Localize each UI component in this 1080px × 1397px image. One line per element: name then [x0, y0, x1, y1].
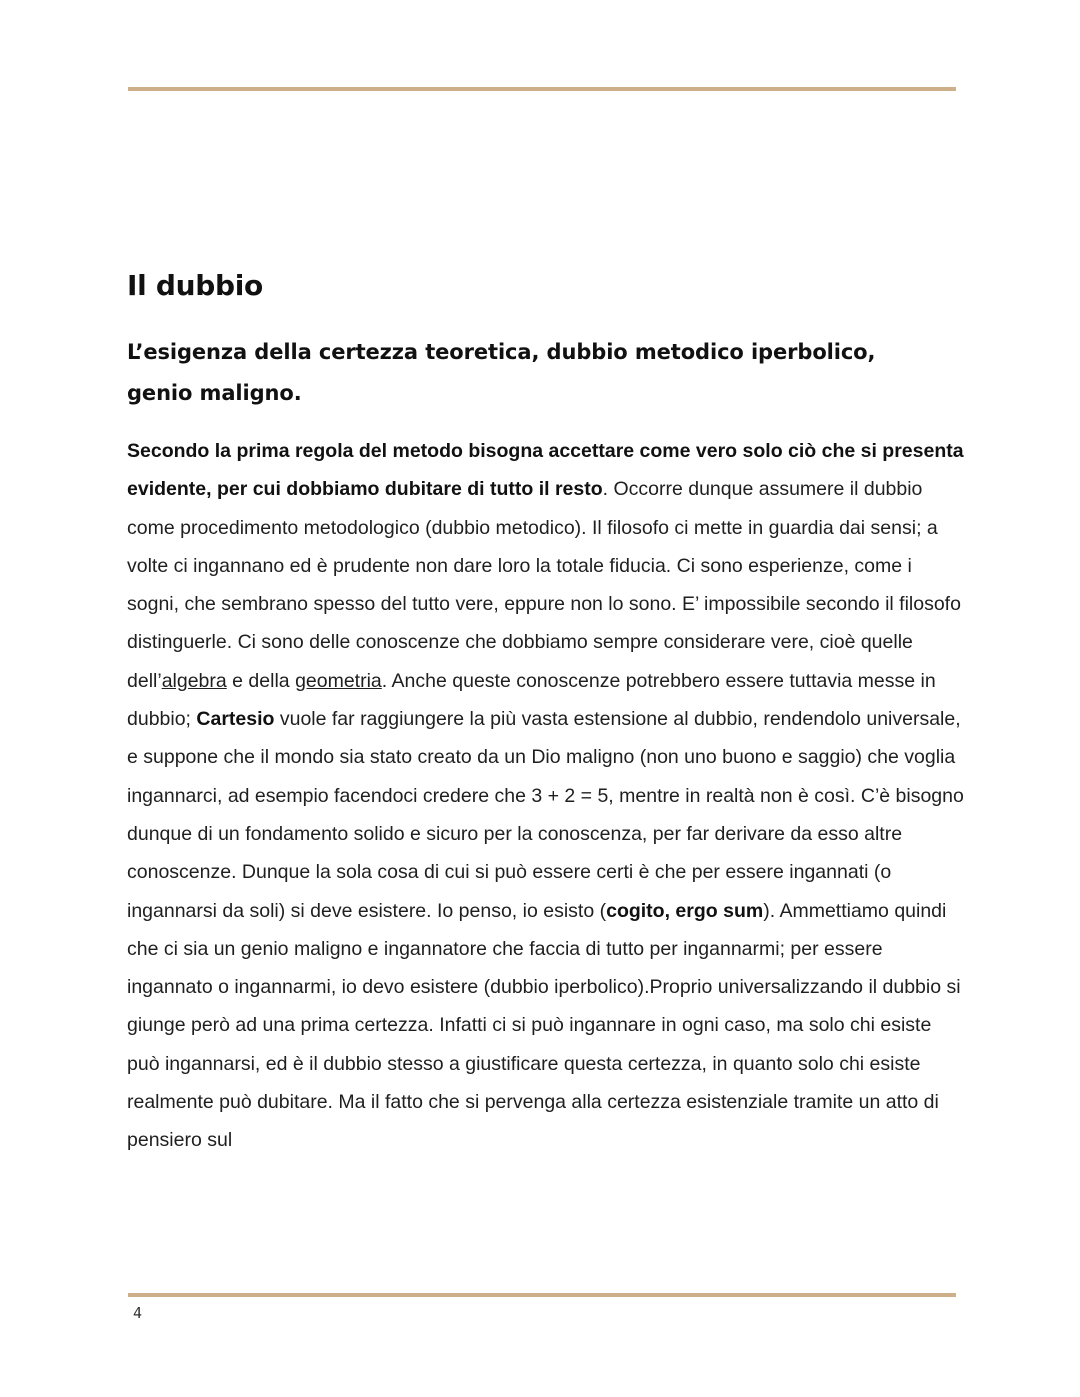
- cartesio-bold: Cartesio: [196, 708, 275, 731]
- text-run: . Anche queste conoscenze potrebbero essere tuttavia messe in dubbio;: [127, 669, 936, 731]
- page-number: 4: [133, 1304, 143, 1322]
- text-run: ). Ammettiamo quindi che ci sia un genio maligno e ingannatore che faccia di tutto per ingannarmi; per essere ingannato o ingannarmi, io devo esistere (dubbio iperbolico).Proprio universalizzando il dubbio si giunge però ad una prima certezza. Infatti ci si può ingannare in ogni caso, ma solo chi esiste può ingannarsi, ed è il dubbio stesso a giustificare questa certezza, in quanto solo chi esiste realmente può dubitare. Ma il fatto che si pervenga alla certezza esistenziale tramite un atto di pensiero sul: [127, 899, 961, 1152]
- section-subtitle: L’esigenza della certezza teoretica, dubbio metodico iperbolico, genio maligno.: [127, 340, 876, 405]
- text-run: vuole far raggiungere la più vasta estensione al dubbio, rendendolo universale, e suppone che il mondo sia stato creato da un Dio maligno (non uno buono e saggio) che voglia ingannarci, ad esempio facendoci credere che 3 + 2 = 5, mentre in realtà non è così. C’è bisogno dunque di un fondamento solido e sicuro per la conoscenza, per far derivare da esso altre conoscenze. Dunque la sola cosa di cui si può essere certi è che per essere ingannati (o ingannarsi da soli) si deve esistere. Io penso, io esisto (: [127, 708, 964, 922]
- bottom-divider: [128, 1293, 956, 1297]
- cogito-bold: cogito, ergo sum: [606, 899, 764, 922]
- text-run: . Occorre dunque assumere il dubbio come procedimento metodologico (dubbio metodico). Il filosofo ci mette in guardia dai sensi; a volte ci ingannano ed è prudente non dare loro la totale fiducia. Ci sono esperienze, come i sogni, che sembrano spesso del tutto vere, eppure non lo sono. E’ impossibile secondo il filosofo distinguerle. Ci sono delle conoscenze che dobbiamo sempre considerare vere, cioè quelle dell’: [127, 478, 961, 692]
- top-divider: [128, 87, 956, 91]
- geometria-link[interactable]: geometria: [295, 669, 382, 692]
- text-run: e della: [226, 669, 296, 692]
- algebra-link[interactable]: algebra: [161, 669, 227, 692]
- body-paragraph: [127, 432, 967, 1160]
- bold-rule-sentence: Secondo la prima regola del metodo bisogna accettare come vero solo ciò che si presenta evidente, per cui dobbiamo dubitare di tutto il resto: [127, 440, 964, 501]
- page-title: Il dubbio: [127, 269, 263, 302]
